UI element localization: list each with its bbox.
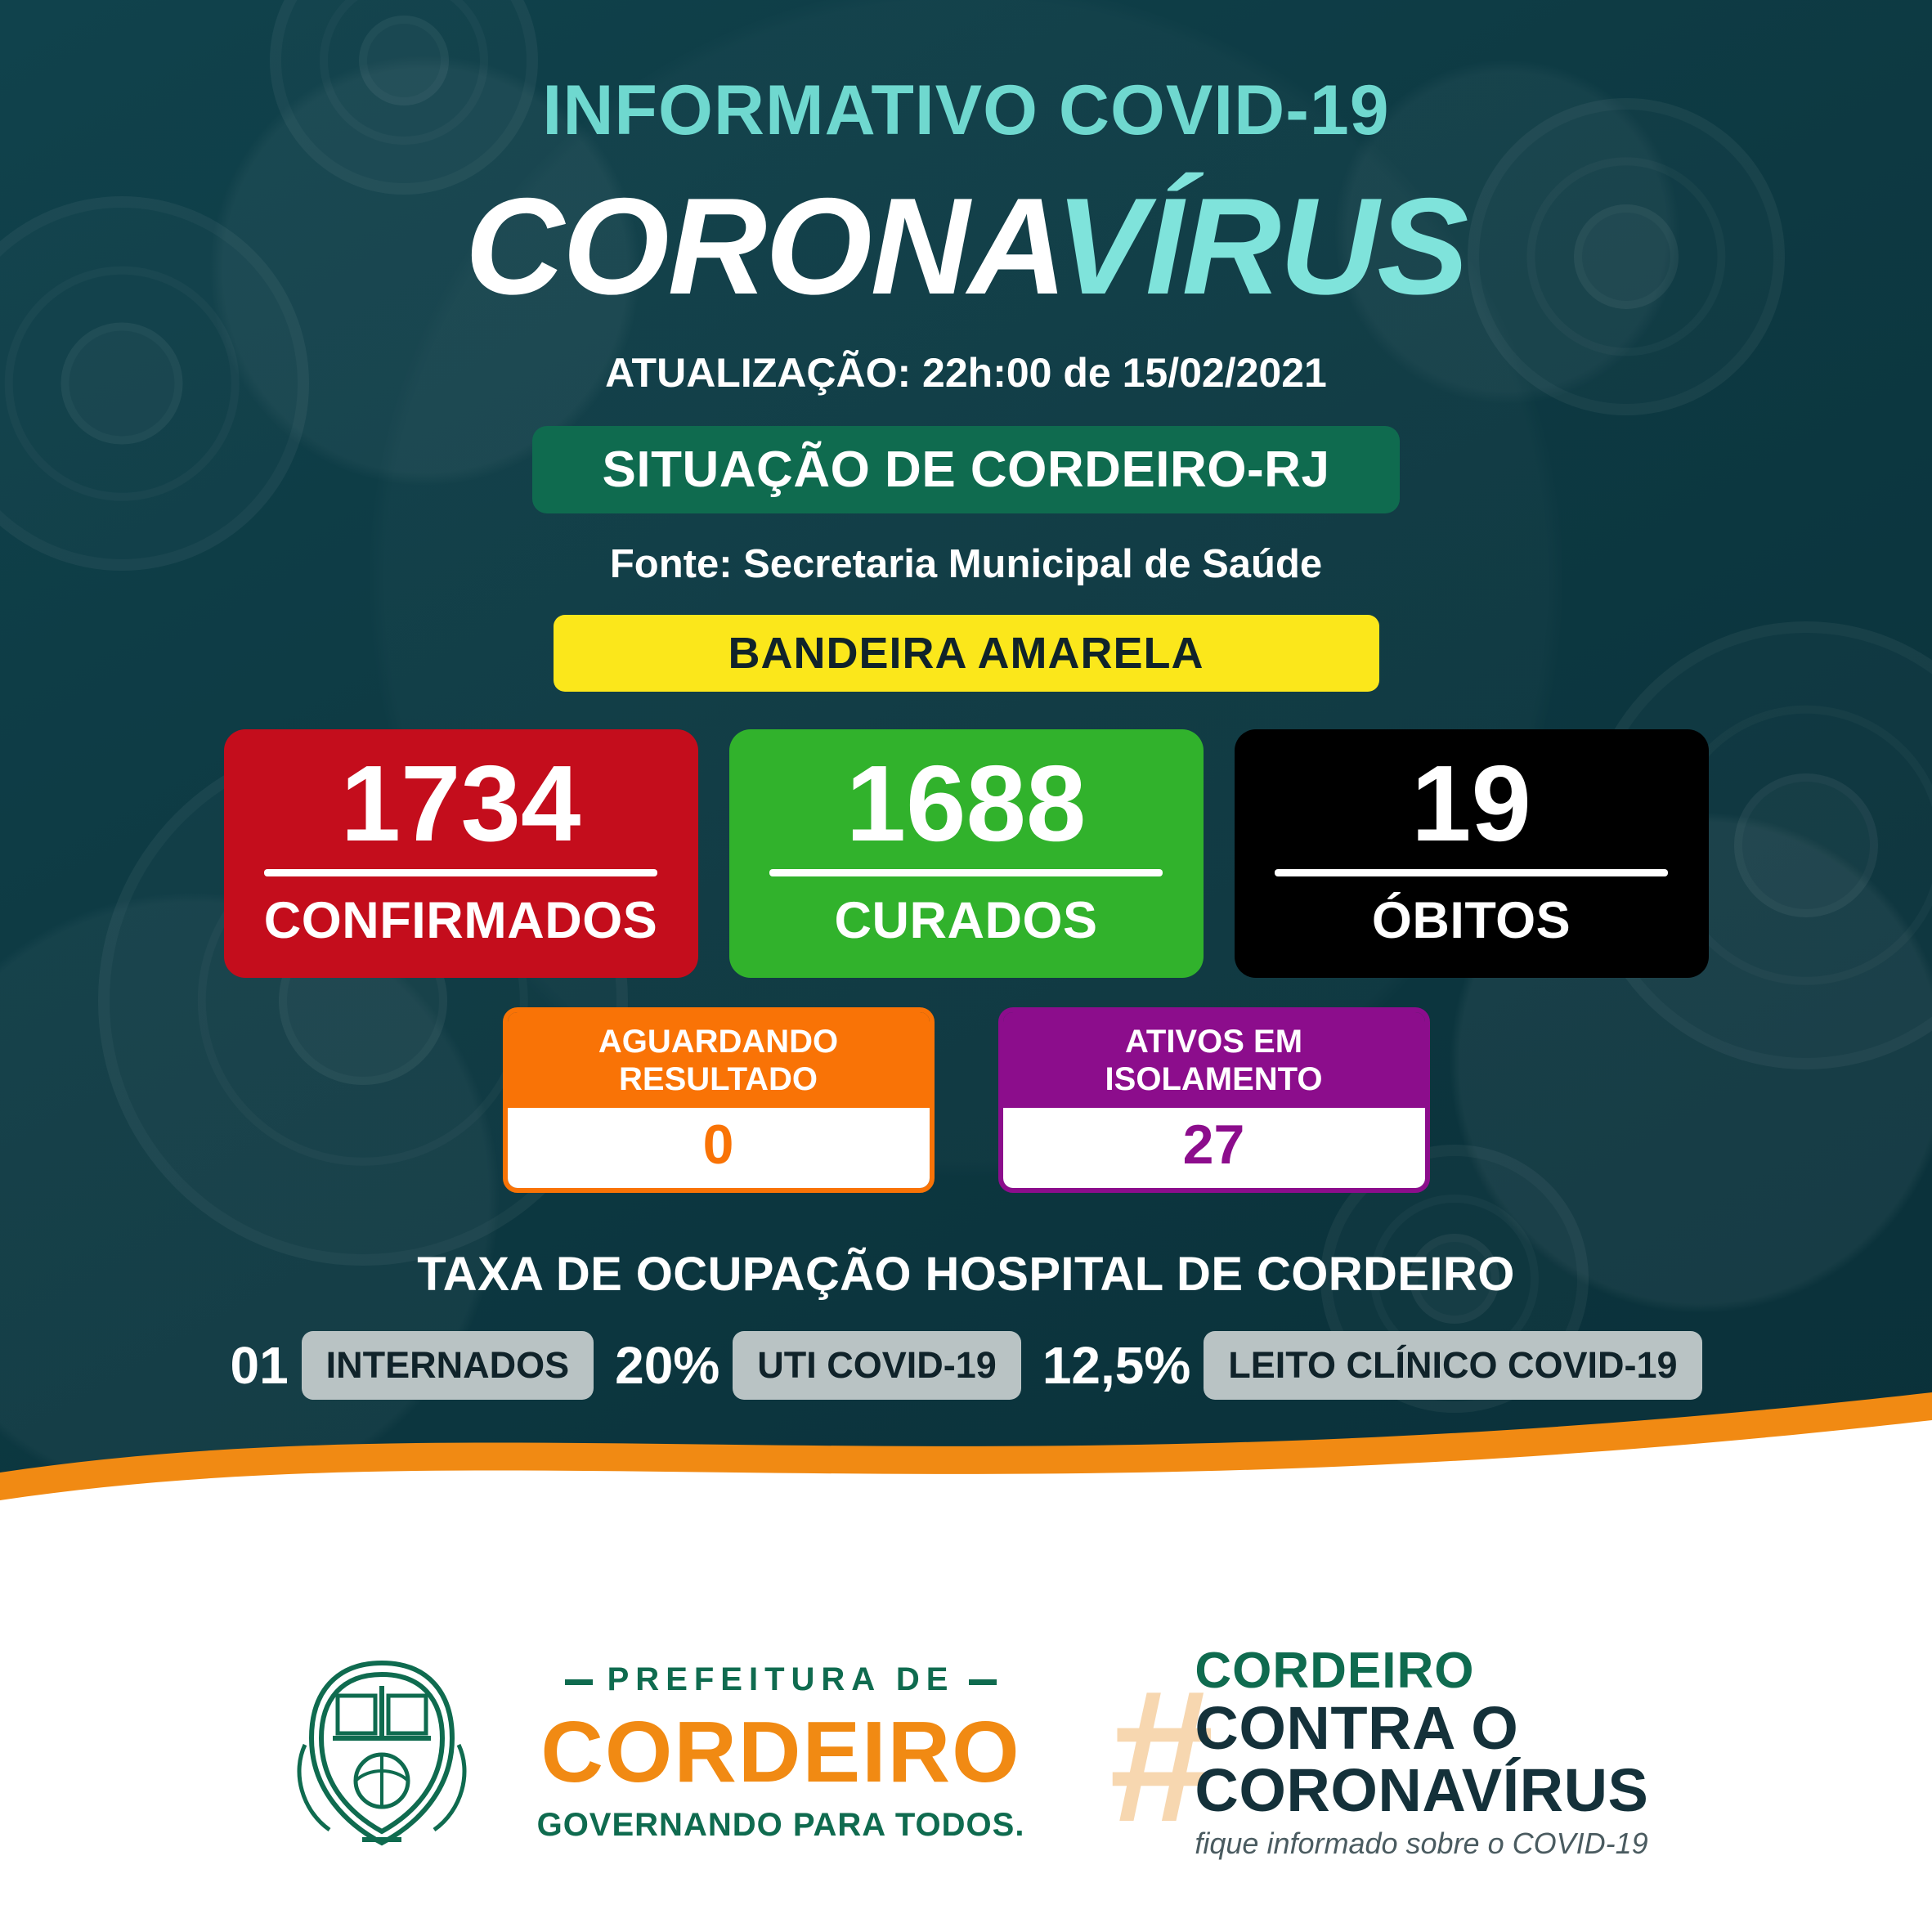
stat-divider: [264, 869, 658, 876]
stat-value-ativos: 27: [1003, 1108, 1425, 1188]
footer: [0, 1548, 1932, 1932]
source-text: Fonte: Secretaria Municipal de Saúde: [609, 542, 1323, 587]
stat-value-confirmados: 1734: [340, 743, 581, 864]
occupancy-label-internados: INTERNADOS: [302, 1331, 594, 1400]
stat-label-aguardando: [508, 1012, 930, 1108]
stat-card-aguardando-resultado: [503, 1007, 935, 1193]
stat-divider: [769, 869, 1163, 876]
coat-of-arms-icon: [284, 1650, 480, 1854]
poster-kicker: INFORMATIVO COVID-19: [542, 71, 1390, 150]
page-title-part2: VÍRUS: [1055, 169, 1468, 323]
campaign-line1: CORDEIRO: [1195, 1643, 1475, 1699]
stat-value-obitos: 19: [1411, 743, 1531, 864]
occupancy-value-leito-clinico: 12,5%: [1042, 1336, 1191, 1396]
page-title-part1: CORONA: [464, 169, 1056, 323]
campaign-logo: [1082, 1643, 1649, 1862]
prefeitura-logo-sub: GOVERNANDO PARA TODOS.: [536, 1807, 1025, 1843]
occupancy-label-leito-clinico: LEITO CLÍNICO COVID-19: [1204, 1331, 1701, 1400]
stat-label-confirmados: CONFIRMADOS: [263, 891, 658, 949]
stat-label-aguardando-line1: AGUARDANDO: [598, 1023, 839, 1060]
hashtag-icon: #: [1106, 1651, 1212, 1862]
occupancy-value-uti: 20%: [615, 1336, 720, 1396]
occupancy-value-internados: 01: [230, 1336, 289, 1396]
prefeitura-logo-top: PREFEITURA DE: [603, 1663, 960, 1696]
page-title: [0, 169, 1932, 323]
flag-badge-row: [0, 615, 1932, 692]
stat-label-ativos-line1: ATIVOS EM: [1124, 1023, 1303, 1060]
prefeitura-logo: [537, 1663, 1025, 1841]
footer-curve-decoration: [0, 1387, 1932, 1567]
main-stats-row: [0, 729, 1932, 978]
stat-label-aguardando-line2: RESULTADO: [619, 1060, 818, 1097]
stat-card-ativos-isolamento: [998, 1007, 1430, 1193]
stat-label-ativos: [1003, 1012, 1425, 1108]
campaign-line2: CONTRA O: [1195, 1694, 1519, 1762]
stat-label-curados: CURADOS: [834, 891, 1098, 949]
stat-value-aguardando: 0: [508, 1108, 930, 1188]
prefeitura-logo-main: CORDEIRO: [540, 1704, 1021, 1800]
occupancy-title: TAXA DE OCUPAÇÃO HOSPITAL DE CORDEIRO: [417, 1248, 1515, 1302]
stat-card-curados: [729, 729, 1204, 978]
secondary-stats-row: [0, 1007, 1932, 1193]
campaign-line3: CORONAVÍRUS: [1195, 1756, 1649, 1824]
stat-divider: [1275, 869, 1669, 876]
stat-card-obitos: [1235, 729, 1709, 978]
stat-card-confirmados: [224, 729, 698, 978]
footer-content: [0, 1548, 1932, 1932]
status-badge: BANDEIRA AMARELA: [554, 615, 1379, 692]
stat-value-curados: 1688: [845, 743, 1087, 864]
campaign-tagline: fique informado sobre o COVID-19: [1195, 1827, 1648, 1860]
campaign-text: [1195, 1643, 1649, 1860]
stat-label-obitos: ÓBITOS: [1371, 891, 1571, 949]
stat-label-ativos-line2: ISOLAMENTO: [1105, 1060, 1323, 1097]
situation-badge-row: [0, 426, 1932, 513]
situation-badge: SITUAÇÃO DE CORDEIRO-RJ: [532, 426, 1401, 513]
occupancy-label-uti: UTI COVID-19: [733, 1331, 1021, 1400]
update-timestamp: ATUALIZAÇÃO: 22h:00 de 15/02/2021: [605, 350, 1327, 397]
